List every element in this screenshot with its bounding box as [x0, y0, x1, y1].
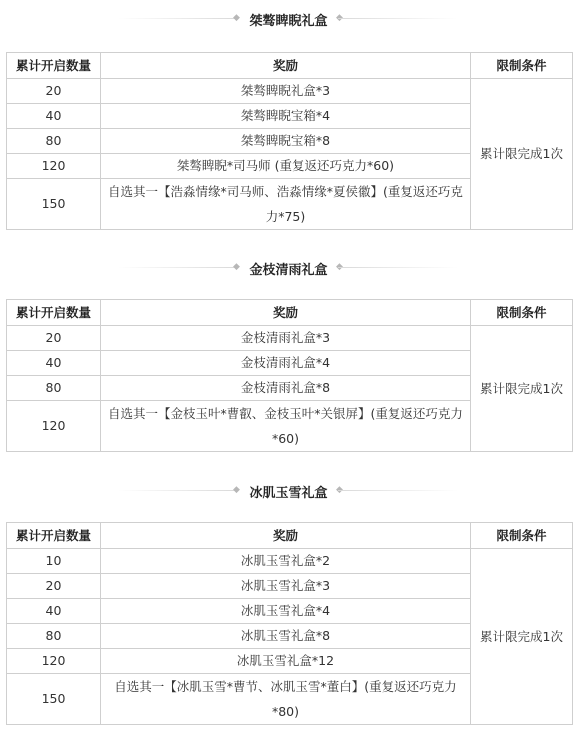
reward-cell: 金枝清雨礼盒*3 [101, 326, 471, 351]
reward-cell: 桀骜睥睨宝箱*8 [101, 129, 471, 154]
header-reward: 奖励 [101, 300, 471, 326]
table-header-row [7, 300, 573, 326]
condition-cell: 累计限完成1次 [471, 549, 573, 725]
title-divider-right [338, 267, 458, 268]
count-cell: 40 [7, 599, 101, 624]
reward-section-3 [0, 474, 577, 508]
section-title: 桀骜睥睨礼盒 [249, 14, 328, 29]
reward-table-2 [6, 299, 573, 452]
count-cell: 40 [7, 104, 101, 129]
count-cell: 20 [7, 79, 101, 104]
section-title-row [0, 251, 577, 285]
count-cell: 80 [7, 624, 101, 649]
count-cell: 40 [7, 351, 101, 376]
header-count: 累计开启数量 [7, 53, 101, 79]
count-cell: 120 [7, 649, 101, 674]
diamond-icon: ◆ [233, 13, 240, 23]
count-cell: 120 [7, 154, 101, 179]
reward-section-2 [0, 251, 577, 285]
table-row [7, 79, 573, 104]
table-row [7, 549, 573, 574]
header-condition: 限制条件 [471, 300, 573, 326]
reward-cell: 自选其一【金枝玉叶*曹叡、金枝玉叶*关银屏】(重复返还巧克力*60) [101, 401, 471, 452]
section-title: 冰肌玉雪礼盒 [249, 486, 328, 501]
reward-cell: 桀骜睥睨宝箱*4 [101, 104, 471, 129]
diamond-icon: ◆ [233, 262, 240, 272]
diamond-icon: ◆ [233, 485, 240, 495]
reward-cell: 桀骜睥睨*司马师 (重复返还巧克力*60) [101, 154, 471, 179]
reward-section-1 [0, 2, 577, 36]
header-condition: 限制条件 [471, 523, 573, 549]
table-row [7, 326, 573, 351]
reward-cell: 冰肌玉雪礼盒*12 [101, 649, 471, 674]
title-divider-right [338, 490, 458, 491]
count-cell: 150 [7, 674, 101, 725]
reward-cell: 冰肌玉雪礼盒*3 [101, 574, 471, 599]
reward-cell: 金枝清雨礼盒*4 [101, 351, 471, 376]
reward-cell: 金枝清雨礼盒*8 [101, 376, 471, 401]
reward-table-1 [6, 52, 573, 230]
header-count: 累计开启数量 [7, 523, 101, 549]
reward-cell: 桀骜睥睨礼盒*3 [101, 79, 471, 104]
reward-cell: 自选其一【冰肌玉雪*曹节、冰肌玉雪*董白】(重复返还巧克力*80) [101, 674, 471, 725]
table-header-row [7, 53, 573, 79]
reward-cell: 自选其一【浩淼情缘*司马师、浩淼情缘*夏侯徽】(重复返还巧克力*75) [101, 179, 471, 230]
header-condition: 限制条件 [471, 53, 573, 79]
count-cell: 80 [7, 129, 101, 154]
reward-cell: 冰肌玉雪礼盒*4 [101, 599, 471, 624]
condition-cell: 累计限完成1次 [471, 79, 573, 230]
title-divider-right [338, 18, 458, 19]
section-title-row [0, 2, 577, 36]
header-count: 累计开启数量 [7, 300, 101, 326]
count-cell: 10 [7, 549, 101, 574]
count-cell: 150 [7, 179, 101, 230]
count-cell: 120 [7, 401, 101, 452]
header-reward: 奖励 [101, 53, 471, 79]
count-cell: 20 [7, 326, 101, 351]
section-title: 金枝清雨礼盒 [249, 263, 328, 278]
condition-cell: 累计限完成1次 [471, 326, 573, 452]
header-reward: 奖励 [101, 523, 471, 549]
table-header-row [7, 523, 573, 549]
section-title-row [0, 474, 577, 508]
reward-cell: 冰肌玉雪礼盒*8 [101, 624, 471, 649]
reward-cell: 冰肌玉雪礼盒*2 [101, 549, 471, 574]
reward-table-3 [6, 522, 573, 725]
count-cell: 20 [7, 574, 101, 599]
count-cell: 80 [7, 376, 101, 401]
